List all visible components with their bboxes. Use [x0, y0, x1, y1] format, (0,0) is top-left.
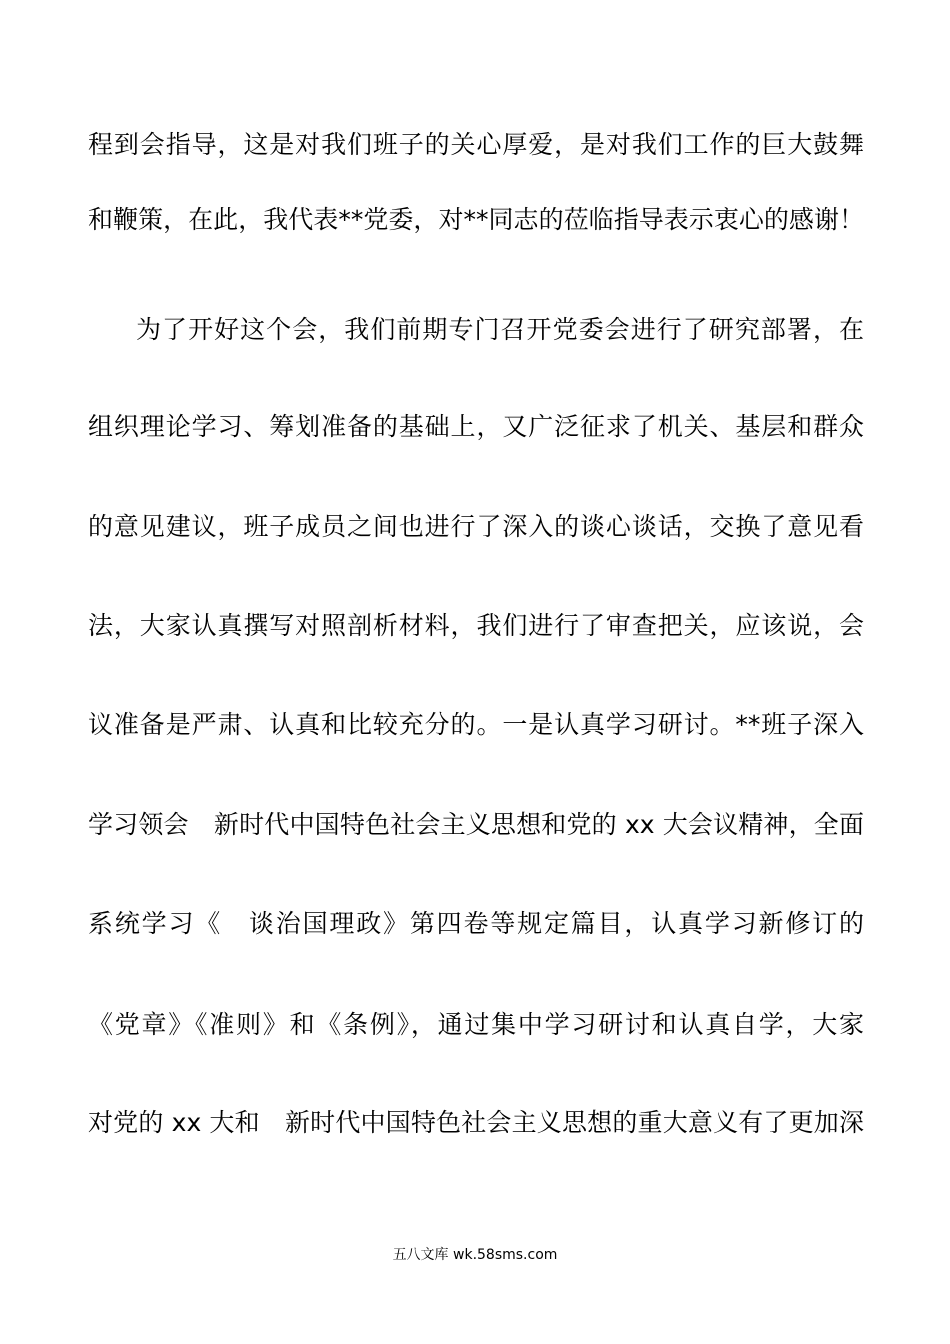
body-line-3: 为了开好这个会，我们前期专门召开党委会进行了研究部署，在 — [136, 315, 864, 344]
body-line-5: 的意见建议，班子成员之间也进行了深入的谈心谈话，交换了意见看 — [88, 512, 864, 541]
body-line-6: 法，大家认真撰写对照剖析材料，我们进行了审查把关，应该说，会 — [88, 611, 864, 640]
body-line-11: 对党的 xx 大和 新时代中国特色社会主义思想的重大意义有了更加深 — [88, 1108, 864, 1137]
body-line-9: 系统学习《 谈治国理政》第四卷等规定篇目，认真学习新修订的 — [88, 909, 864, 938]
body-line-10: 《党章》《准则》和《条例》，通过集中学习研讨和认真自学，大家 — [88, 1010, 864, 1039]
page-footer: 五八文库 wk.58sms.com — [392, 1247, 558, 1263]
body-line-8: 学习领会 新时代中国特色社会主义思想和党的 xx 大会议精神，全面 — [88, 810, 864, 839]
body-line-2: 和鞭策，在此，我代表**党委，对**同志的莅临指导表示衷心的感谢！ — [88, 205, 864, 234]
body-line-4: 组织理论学习、筹划准备的基础上，又广泛征求了机关、基层和群众 — [88, 412, 864, 441]
body-line-7: 议准备是严肃、认真和比较充分的。一是认真学习研讨。**班子深入 — [88, 710, 864, 739]
body-line-1: 程到会指导，这是对我们班子的关心厚爱，是对我们工作的巨大鼓舞 — [88, 130, 864, 159]
